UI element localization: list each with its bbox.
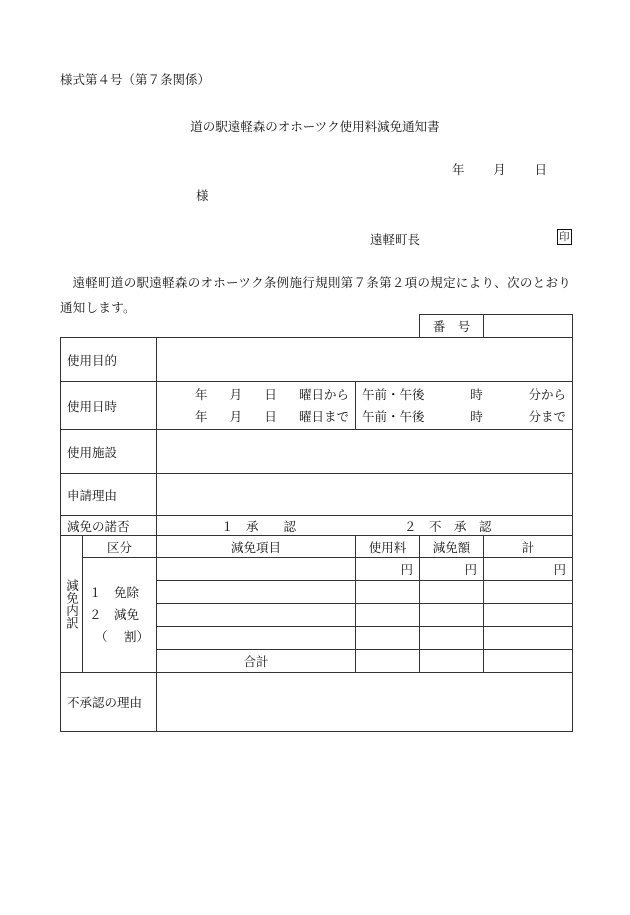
- fee-field[interactable]: [356, 604, 420, 627]
- date-range[interactable]: 年 月 日 曜日から 年 月 日 曜日まで: [157, 382, 356, 430]
- col-total: 計: [484, 536, 573, 558]
- col-item: 減免項目: [157, 536, 356, 558]
- date-month: 月: [493, 162, 506, 177]
- reduction-sum-field[interactable]: [420, 650, 484, 673]
- total-label: 合計: [157, 650, 356, 673]
- purpose-label: 使用目的: [61, 338, 157, 382]
- fee-field[interactable]: [356, 627, 420, 650]
- reject-reason-field[interactable]: [157, 673, 573, 732]
- time-range[interactable]: 午前・午後 時 分から 午前・午後 時 分まで: [356, 382, 573, 430]
- breakdown-label-cell: [61, 536, 83, 673]
- total-yen[interactable]: 円: [484, 558, 573, 581]
- number-field[interactable]: [484, 315, 573, 338]
- number-label: 番 号: [420, 315, 484, 338]
- total-field[interactable]: [484, 627, 573, 650]
- breakdown-label: 減免内訳: [64, 579, 80, 629]
- total-field[interactable]: [484, 581, 573, 604]
- document-title: 道の駅遠軽森のオホーツク使用料減免通知書: [190, 119, 440, 134]
- kubun-exempt[interactable]: １ 免除: [89, 585, 140, 600]
- item-field[interactable]: [157, 558, 356, 581]
- reduction-field[interactable]: [420, 627, 484, 650]
- item-field[interactable]: [157, 604, 356, 627]
- issuer: 遠軽町長: [370, 232, 421, 247]
- reduction-yen[interactable]: 円: [420, 558, 484, 581]
- body-text: 遠軽町道の駅遠軽森のオホーツク条例施行規則第７条第２項の規定により、次のとおり通知します。: [60, 275, 572, 315]
- seal-mark: 印: [559, 231, 570, 243]
- decision-options[interactable]: [157, 516, 573, 536]
- approve-option[interactable]: １ 承 認: [221, 518, 297, 534]
- date-day: 日: [534, 162, 547, 177]
- notice-table: [60, 314, 572, 732]
- grand-total-field[interactable]: [484, 650, 573, 673]
- facility-field[interactable]: [157, 430, 573, 474]
- disapprove-option[interactable]: ２ 不 承 認: [404, 518, 492, 534]
- reduction-field[interactable]: [420, 581, 484, 604]
- purpose-field[interactable]: [157, 338, 573, 382]
- addressee-suffix: 様: [196, 188, 209, 203]
- reject-reason-label: 不承認の理由: [61, 673, 157, 732]
- fee-sum-field[interactable]: [356, 650, 420, 673]
- kubun-reduce[interactable]: ２ 減免: [89, 607, 140, 622]
- item-field[interactable]: [157, 627, 356, 650]
- fee-yen[interactable]: 円: [356, 558, 420, 581]
- kubun-ratio[interactable]: （ 割）: [95, 629, 149, 644]
- col-reduction: 減免額: [420, 536, 484, 558]
- date-year: 年: [452, 162, 465, 177]
- decision-label: 減免の諾否: [61, 516, 157, 536]
- col-kubun: 区分: [83, 536, 157, 558]
- form-number: 様式第４号（第７条関係）: [60, 72, 211, 87]
- datetime-label: 使用日時: [61, 382, 157, 430]
- reason-field[interactable]: [157, 474, 573, 516]
- item-field[interactable]: [157, 581, 356, 604]
- reason-label: 申請理由: [61, 474, 157, 516]
- col-fee: 使用料: [356, 536, 420, 558]
- reduction-field[interactable]: [420, 604, 484, 627]
- kubun-options[interactable]: [83, 558, 157, 673]
- fee-field[interactable]: [356, 581, 420, 604]
- total-field[interactable]: [484, 604, 573, 627]
- issue-date: [452, 160, 547, 178]
- facility-label: 使用施設: [61, 430, 157, 474]
